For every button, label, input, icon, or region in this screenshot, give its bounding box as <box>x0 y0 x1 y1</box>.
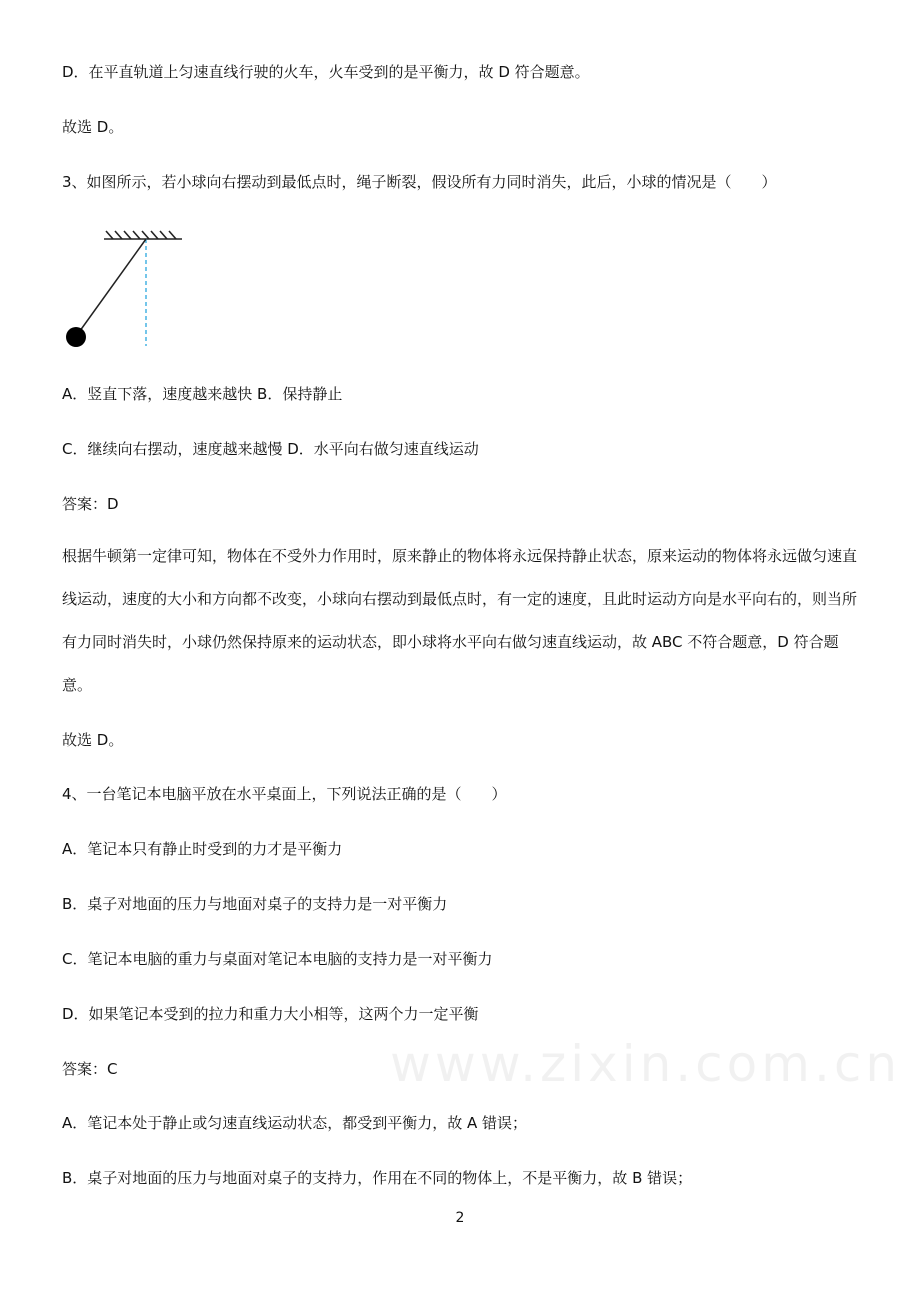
question-4-text: 4、一台笔记本电脑平放在水平桌面上，下列说法正确的是（ ） <box>62 785 507 803</box>
question-3-text: 3、如图所示，若小球向右摆动到最低点时，绳子断裂，假设所有力同时消失，此后，小球的情况是（ ） <box>62 173 777 191</box>
question-4-option-c: C．笔记本电脑的重力与桌面对笔记本电脑的支持力是一对平衡力 <box>62 950 493 968</box>
question-3-choice: 故选 D。 <box>62 731 124 749</box>
question-4-answer: 答案：C <box>62 1060 118 1078</box>
question-4-explanation-b: B．桌子对地面的压力与地面对桌子的支持力，作用在不同的物体上，不是平衡力，故 B 错误； <box>62 1169 693 1187</box>
question-3-answer: 答案：D <box>62 495 119 513</box>
pendulum-string <box>77 239 146 335</box>
question-3-options-cd: C．继续向右摆动，速度越来越慢 D．水平向右做匀速直线运动 <box>62 440 479 458</box>
line-choice-d: 故选 D。 <box>62 118 124 136</box>
ceiling-hatch <box>104 231 182 239</box>
watermark: www.zixin.com.cn <box>390 1035 902 1093</box>
question-4-option-b: B．桌子对地面的压力与地面对桌子的支持力是一对平衡力 <box>62 895 448 913</box>
question-3-options-ab: A．竖直下落，速度越来越快 B．保持静止 <box>62 385 343 403</box>
question-3-explanation: 根据牛顿第一定律可知，物体在不受外力作用时，原来静止的物体将永远保持静止状态，原来运动的物体将永远做匀速直线运动，速度的大小和方向都不改变，小球向右摆动到最低点时，有一定的速度，且此时运动方向是水平向右的，则当所有力同时消失时，小球仍然保持原来的运动状态，即小球将水平向右做匀速直线运动，故 ABC 不符合题意，D 符合题意。 <box>62 547 858 694</box>
pendulum-ball <box>66 327 86 347</box>
page-number: 2 <box>455 1210 465 1226</box>
question-4-explanation-a: A．笔记本处于静止或匀速直线运动状态，都受到平衡力，故 A 错误； <box>62 1114 528 1132</box>
question-4-option-a: A．笔记本只有静止时受到的力才是平衡力 <box>62 840 343 858</box>
question-4-option-d: D．如果笔记本受到的拉力和重力大小相等，这两个力一定平衡 <box>62 1005 479 1023</box>
pendulum-figure <box>62 222 192 354</box>
line-d-option-explanation: D．在平直轨道上匀速直线行驶的火车，火车受到的是平衡力，故 D 符合题意。 <box>62 63 590 81</box>
